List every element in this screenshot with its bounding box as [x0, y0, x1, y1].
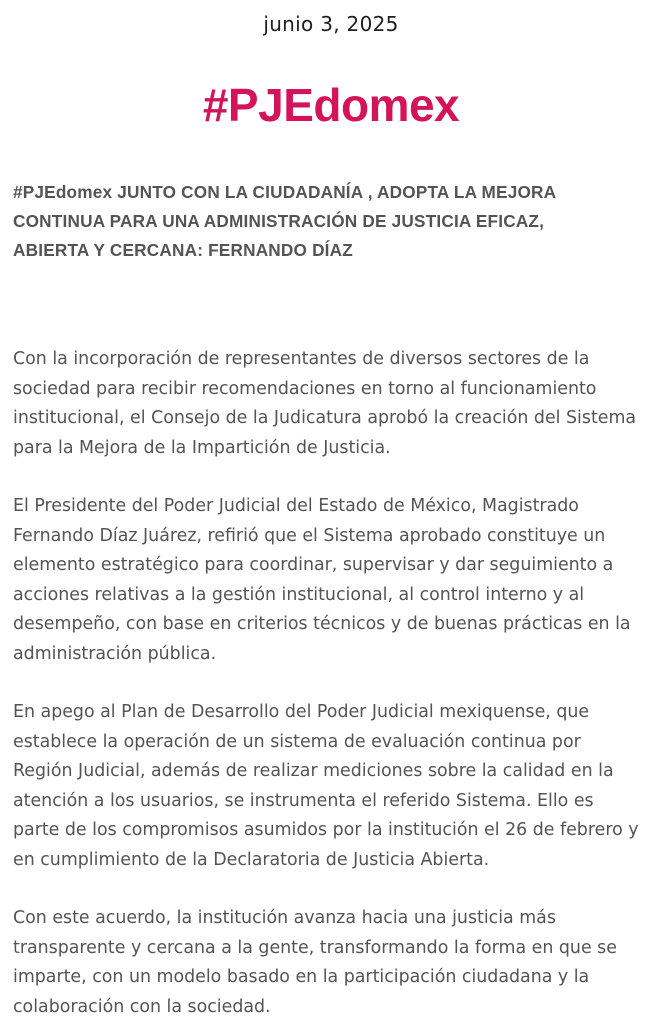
- publication-date: junio 3, 2025: [263, 12, 399, 36]
- article-paragraph-1: Con la incorporación de representantes de diversos sectores de la sociedad para recibir recomendaciones en torno al funcionamiento institucional, el Consejo de la Judicatura aprobó la creación del Sistema para la Mejora de la Impartición de Justicia.: [13, 349, 637, 458]
- article-headline: #PJEdomex JUNTO CON LA CIUDADANÍA , ADOPTA LA MEJORA CONTINUA PARA UNA ADMINISTRACIÓN DE JUSTICIA EFICAZ, ABIERTA Y CERCANA: FERNANDO DÍAZ: [13, 182, 556, 260]
- hashtag-title[interactable]: #PJEdomex: [202, 79, 460, 131]
- article-paragraph-4: Con este acuerdo, la institución avanza hacia una justicia más transparente y cercana a la gente, transformando la forma en que se imparte, con un modelo basado en la participación ciudadana y la colaboración con la sociedad.: [13, 908, 617, 1017]
- article-body: [13, 345, 645, 1022]
- article-paragraph-2: El Presidente del Poder Judicial del Estado de México, Magistrado Fernando Díaz Juárez, refirió que el Sistema aprobado constituye un elemento estratégico para coordinar, supervisar y dar seguimiento a acciones relativas a la gestión institucional, al control interno y al desempeño, con base en criterios técnicos y de buenas prácticas en la administración pública.: [13, 496, 631, 664]
- article-paragraph-3: En apego al Plan de Desarrollo del Poder Judicial mexiquense, que establece la operación de un sistema de evaluación continua por Región Judicial, además de realizar mediciones sobre la calidad en la atención a los usuarios, se instrumenta el referido Sistema. Ello es parte de los compromisos asumidos por la institución el 26 de febrero y en cumplimiento de la Declaratoria de Justicia Abierta.: [13, 702, 639, 870]
